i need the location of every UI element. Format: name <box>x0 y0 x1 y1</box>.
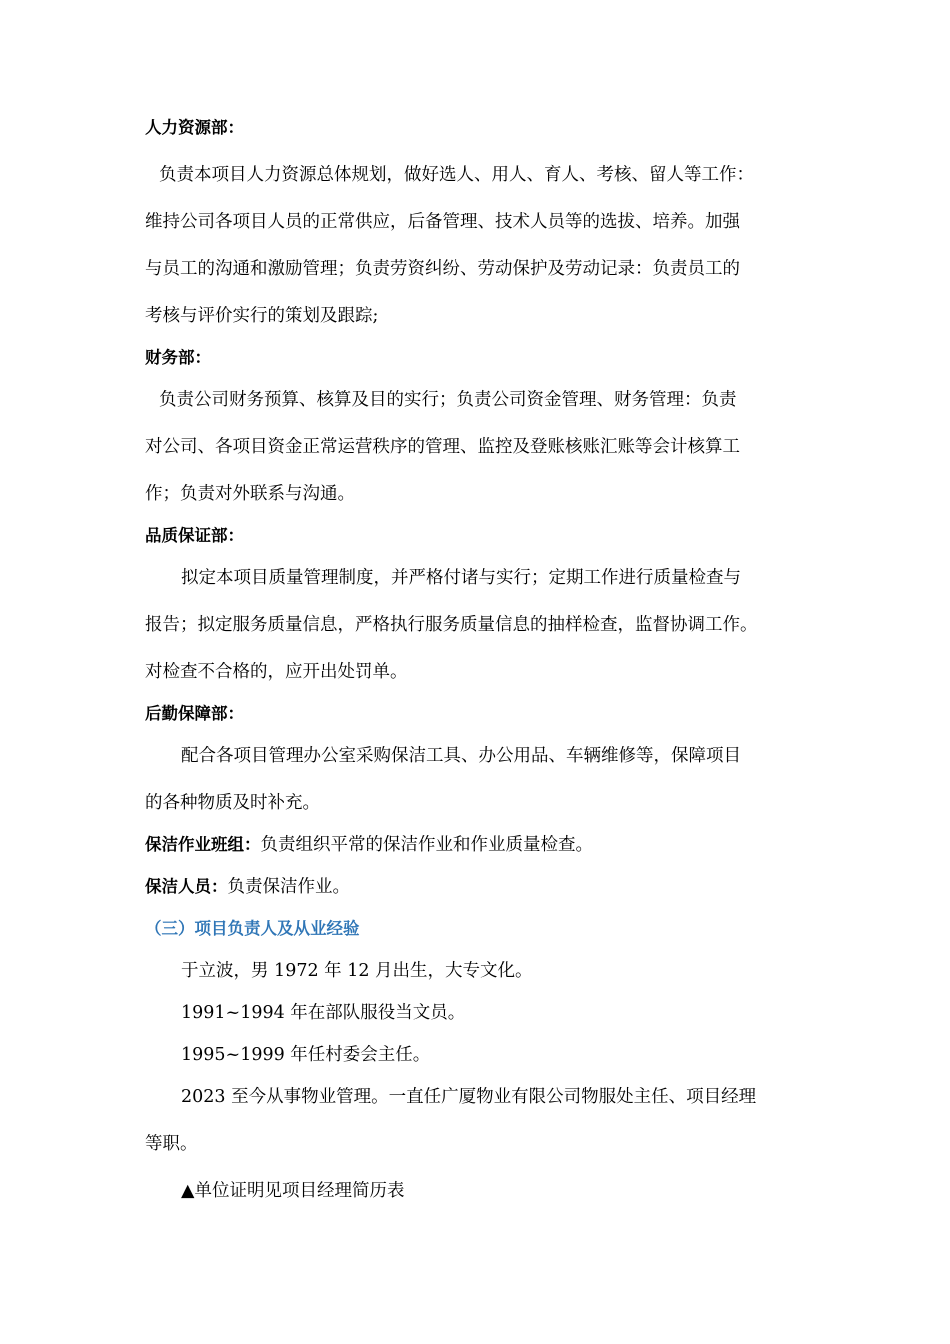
paragraph-line: 配合各项目管理办公室采购保洁工具、办公用品、车辆维修等，保障项目 <box>181 746 741 766</box>
heading-finance: 财务部： <box>145 348 211 367</box>
paragraph-line: 1991~1994 年在部队服役当文员。 <box>181 1003 466 1023</box>
cleaning-team-label: 保洁作业班组： <box>145 835 261 854</box>
heading-manager: （三）项目负责人及从业经验 <box>145 919 360 938</box>
paragraph-line: 2023 至今从事物业管理。一直任广厦物业有限公司物服处主任、项目经理 <box>181 1087 757 1107</box>
paragraph-line: 负责公司财务预算、核算及目的实行；负责公司资金管理、财务管理：负责 <box>159 390 737 410</box>
cleaning-team-text: 负责组织平常的保洁作业和作业质量检查。 <box>260 835 593 855</box>
heading-logistics: 后勤保障部： <box>145 704 244 723</box>
note-line: ▲单位证明见项目经理简历表 <box>181 1181 405 1201</box>
paragraph-line: 与员工的沟通和激励管理；负责劳资纠纷、劳动保护及劳动记录：负责员工的 <box>145 259 740 279</box>
paragraph-line: 对检查不合格的，应开出处罚单。 <box>145 662 408 682</box>
heading-quality: 品质保证部： <box>145 526 244 545</box>
paragraph-line: 负责本项目人力资源总体规划，做好选人、用人、育人、考核、留人等工作： <box>159 165 754 185</box>
paragraph-line: 的各种物质及时补充。 <box>145 793 320 813</box>
paragraph-line: 对公司、各项目资金正常运营秩序的管理、监控及登账核账汇账等会计核算工 <box>145 437 740 457</box>
paragraph-line: 考核与评价实行的策划及跟踪; <box>145 306 379 326</box>
paragraph-line: 拟定本项目质量管理制度，并严格付诸与实行；定期工作进行质量检查与 <box>181 568 741 588</box>
paragraph-line: 于立波，男 1972 年 12 月出生，大专文化。 <box>181 961 533 981</box>
cleaners-text: 负责保洁作业。 <box>227 877 350 897</box>
paragraph-line: 报告；拟定服务质量信息，严格执行服务质量信息的抽样检查，监督协调工作。 <box>145 615 758 635</box>
paragraph-line: 等职。 <box>145 1134 198 1154</box>
heading-hr: 人力资源部： <box>145 118 244 137</box>
paragraph-line: 1995~1999 年任村委会主任。 <box>181 1045 431 1065</box>
paragraph-line: 维持公司各项目人员的正常供应，后备管理、技术人员等的选拔、培养。加强 <box>145 212 740 232</box>
cleaners-line <box>145 875 810 899</box>
cleaners-label: 保洁人员： <box>145 877 228 896</box>
paragraph-line: 作；负责对外联系与沟通。 <box>145 484 355 504</box>
cleaning-team-line <box>145 833 810 857</box>
document-body <box>145 116 810 1203</box>
